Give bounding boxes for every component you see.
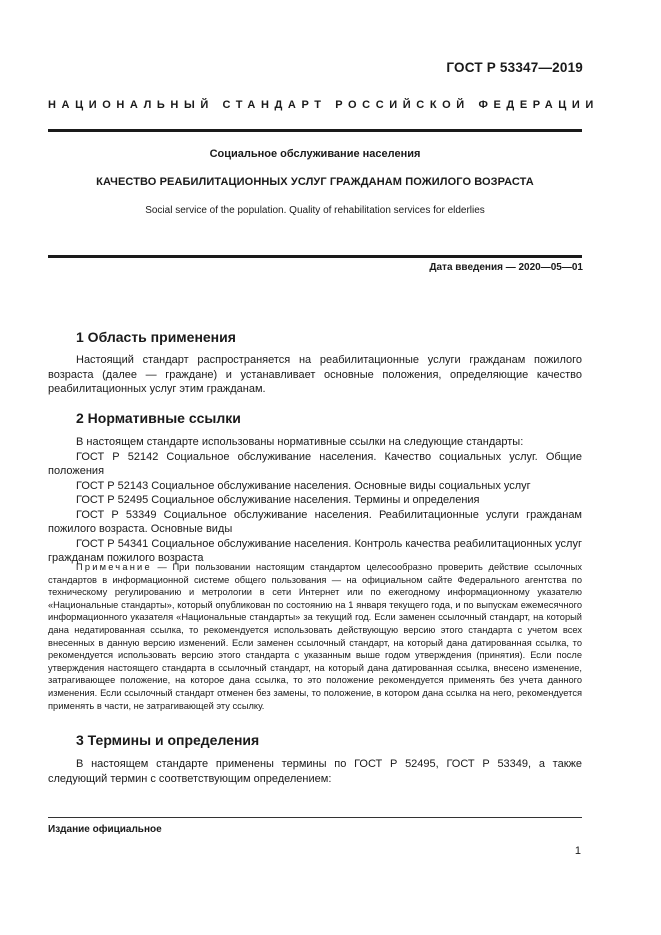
paragraph: В настоящем стандарте применены термины по ГОСТ Р 52495, ГОСТ Р 53349, а также следующий термин с соответствующим определением: — [48, 758, 582, 785]
reference-item: ГОСТ Р 53349 Социальное обслуживание населения. Реабилитационные услуги гражданам пожилого возраста. Основные виды — [48, 508, 582, 535]
page-number: 1 — [574, 845, 581, 857]
reference-item: ГОСТ Р 54341 Социальное обслуживание населения. Контроль качества реабилитационных услуг гражданам пожилого возраста — [48, 537, 582, 564]
reference-item: ГОСТ Р 52495 Социальное обслуживание населения. Термины и определения — [76, 494, 480, 506]
reference-item: ГОСТ Р 52143 Социальное обслуживание населения. Основные виды социальных услуг — [76, 479, 531, 492]
section-terms-body — [48, 757, 582, 786]
header-rule — [48, 129, 582, 132]
effective-date: Дата введения — 2020—05—01 — [429, 262, 583, 273]
document-number: ГОСТ Р 53347—2019 — [446, 60, 583, 75]
note-label: Примечание — [76, 562, 152, 572]
section-scope-body — [48, 353, 582, 397]
title-rule — [48, 255, 582, 258]
reference-note — [48, 561, 582, 712]
english-title: Social service of the population. Quality of rehabilitation services for elderlies — [145, 205, 485, 216]
reference-item: ГОСТ Р 52142 Социальное обслуживание населения. Качество социальных услуг. Общие положения — [48, 450, 582, 477]
national-standard-banner: НАЦИОНАЛЬНЫЙ СТАНДАРТ РОССИЙСКОЙ ФЕДЕРАЦИИ — [48, 99, 599, 111]
note-text: — При пользовании настоящим стандартом целесообразно проверить действие ссылочных стандартов в информационной системе общего пользования — на официальном сайте Федерального агентства по техническому регулированию и метрологии в сети Интернет или по ежегодному информационному указателю «Национальные стандарты», который опубликован по состоянию на 1 января текущего года, и по выпускам ежемесячного информационного указателя «Национальные стандарты» за текущий год. Если заменен ссылочный стандарт, на который дана недатированная ссылка, то рекомендуется использовать действующую версию этого стандарта с учетом всех внесенных в данную версию изменений. Если заменен ссылочный стандарт, на который дана датированная ссылка, то рекомендуется использовать версию этого стандарта с указанным выше годом утверждения (принятия). Если после утверждения настоящего стандарта в ссылочный стандарт, на который дана датированная ссылка, внесено изменение, затрагивающее положение, на которое дана ссылка, то это положение рекомендуется применять без учета данного изменения. Если ссылочный стандарт отменен без замены, то положение, в котором дана ссылка на него, рекомендуется применять в части, не затрагивающей эту ссылку. — [48, 562, 582, 711]
paragraph: Настоящий стандарт распространяется на реабилитационные услуги гражданам пожилого возраста (далее — граждане) и устанавливает основные положения, определяющие качество реабилитационных услуг этим гражданам. — [48, 354, 582, 395]
section-heading-scope: 1 Область применения — [76, 329, 236, 345]
section-heading-normative-references: 2 Нормативные ссылки — [76, 410, 241, 426]
section-heading-terms: 3 Термины и определения — [76, 732, 260, 748]
section-references-body — [48, 435, 582, 566]
footer-rule — [48, 817, 582, 818]
document-subtitle: Социальное обслуживание населения — [209, 148, 421, 160]
paragraph: В настоящем стандарте использованы нормативные ссылки на следующие стандарты: — [76, 436, 524, 448]
document-title: КАЧЕСТВО РЕАБИЛИТАЦИОННЫХ УСЛУГ ГРАЖДАНАМ ПОЖИЛОГО ВОЗРАСТА — [96, 176, 534, 188]
publication-label: Издание официальное — [48, 824, 162, 835]
